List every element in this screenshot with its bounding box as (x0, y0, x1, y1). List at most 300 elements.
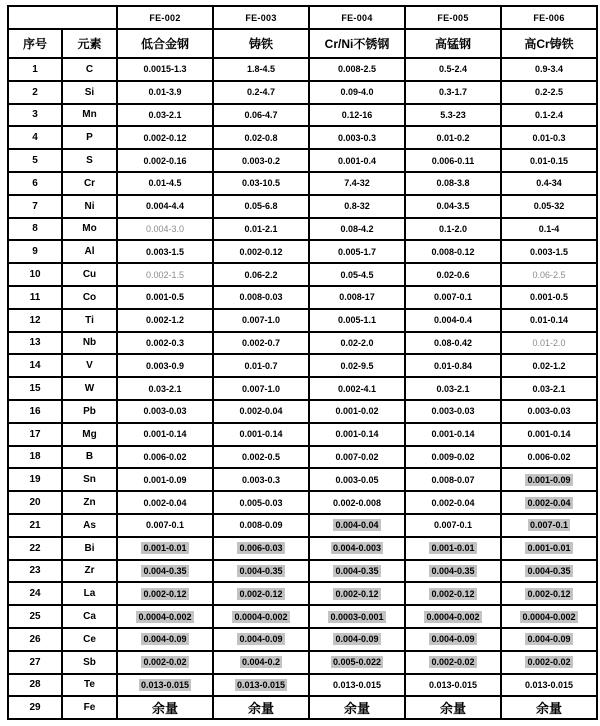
value-cell (405, 400, 501, 423)
row-index-cell: 17 (8, 423, 62, 446)
table-row (8, 104, 597, 127)
value-cell (213, 628, 309, 651)
value-text: 0.001-0.09 (143, 474, 187, 485)
element-column-header: 元素 (62, 29, 117, 58)
value-cell (501, 400, 597, 423)
value-text: 0.04-3.5 (436, 201, 470, 212)
value-text: 余量 (151, 701, 178, 717)
value-cell (501, 514, 597, 537)
value-cell (309, 286, 405, 309)
table-row (8, 309, 597, 332)
value-text: 0.006-0.11 (431, 155, 475, 166)
value-text: 0.001-0.4 (337, 155, 377, 166)
element-symbol-cell: Te (62, 674, 117, 697)
value-text: 0.002-0.04 (143, 497, 187, 508)
value-cell (501, 628, 597, 651)
value-cell (117, 81, 213, 104)
table-row (8, 354, 597, 377)
row-index-cell: 18 (8, 446, 62, 469)
value-cell (117, 446, 213, 469)
material-name-low-alloy-steel: 低合金钢 (117, 29, 213, 58)
row-index-cell: 20 (8, 491, 62, 514)
value-cell (405, 218, 501, 241)
table-row (8, 126, 597, 149)
element-symbol-cell: Ti (62, 309, 117, 332)
highlighted-value-text: 0.002-0.12 (335, 588, 379, 599)
highlighted-value-text: 0.007-0.1 (529, 520, 569, 531)
value-text: 0.006-0.02 (527, 451, 571, 462)
value-cell (309, 81, 405, 104)
highlighted-value-text: 0.002-0.04 (527, 497, 571, 508)
table-header (8, 6, 597, 58)
value-cell (405, 605, 501, 628)
value-cell (309, 446, 405, 469)
value-cell (501, 81, 597, 104)
value-text: 0.005-0.03 (239, 497, 283, 508)
element-symbol-cell: As (62, 514, 117, 537)
element-symbol-cell: Ca (62, 605, 117, 628)
sample-code-fe002: FE-002 (117, 6, 213, 29)
value-cell (213, 263, 309, 286)
highlighted-value-text: 0.013-0.015 (236, 679, 286, 690)
value-text: 0.008-0.07 (431, 474, 475, 485)
value-text: 0.002-1.2 (145, 315, 185, 326)
element-symbol-cell: S (62, 149, 117, 172)
value-cell (309, 674, 405, 697)
table-row (8, 491, 597, 514)
value-text: 0.02-0.8 (244, 132, 278, 143)
balance-cell (213, 696, 309, 719)
value-cell (309, 104, 405, 127)
value-cell (405, 195, 501, 218)
table-row (8, 332, 597, 355)
value-cell (405, 240, 501, 263)
value-cell (501, 240, 597, 263)
value-cell (117, 423, 213, 446)
value-cell (213, 172, 309, 195)
highlighted-value-text: 0.0004-0.002 (138, 611, 192, 622)
row-index-cell: 12 (8, 309, 62, 332)
value-cell (405, 491, 501, 514)
value-cell (309, 468, 405, 491)
value-text: 0.01-0.2 (436, 132, 470, 143)
value-cell (213, 468, 309, 491)
highlighted-value-text: 0.004-0.35 (527, 565, 571, 576)
value-text: 0.0015-1.3 (143, 64, 187, 75)
value-text: 0.002-0.12 (143, 132, 187, 143)
table-row (8, 446, 597, 469)
value-text: 0.001-0.14 (527, 429, 571, 440)
value-text: 0.02-9.5 (340, 360, 374, 371)
highlighted-value-text: 0.005-0.022 (332, 657, 382, 668)
value-cell (501, 491, 597, 514)
value-text: 0.001-0.5 (145, 292, 185, 303)
balance-cell (501, 696, 597, 719)
value-cell (501, 58, 597, 81)
value-text: 余量 (343, 701, 370, 717)
row-index-cell: 29 (8, 696, 62, 719)
value-text: 0.1-4 (538, 223, 560, 234)
value-text: 0.005-1.1 (337, 315, 377, 326)
value-text: 0.007-1.0 (241, 383, 281, 394)
value-text: 余量 (439, 701, 466, 717)
value-cell (405, 309, 501, 332)
value-text: 0.01-0.84 (433, 360, 473, 371)
value-cell (213, 126, 309, 149)
value-cell (309, 172, 405, 195)
value-text: 7.4-32 (344, 178, 370, 189)
highlighted-value-text: 0.004-0.003 (332, 543, 382, 554)
value-text: 0.02-2.0 (340, 337, 374, 348)
value-cell (117, 286, 213, 309)
value-text: 0.003-0.2 (241, 155, 281, 166)
value-cell (117, 674, 213, 697)
value-cell (309, 560, 405, 583)
table-row (8, 400, 597, 423)
balance-cell (405, 696, 501, 719)
row-index-cell: 28 (8, 674, 62, 697)
value-text: 0.2-4.7 (246, 87, 276, 98)
value-text: 0.009-0.02 (431, 451, 475, 462)
value-text: 余量 (535, 701, 562, 717)
value-cell (405, 674, 501, 697)
value-cell (117, 491, 213, 514)
element-symbol-cell: B (62, 446, 117, 469)
value-text: 0.002-0.04 (431, 497, 475, 508)
value-text: 0.002-0.3 (145, 337, 185, 348)
row-index-cell: 3 (8, 104, 62, 127)
value-text: 0.008-0.12 (431, 246, 475, 257)
value-text: 0.003-0.05 (335, 474, 379, 485)
element-symbol-cell: Cr (62, 172, 117, 195)
value-cell (213, 58, 309, 81)
value-text: 0.03-2.1 (532, 383, 566, 394)
value-text: 0.09-4.0 (340, 87, 374, 98)
table-row (8, 605, 597, 628)
highlighted-value-text: 0.001-0.09 (527, 474, 571, 485)
value-text: 0.12-16 (341, 109, 373, 120)
value-text: 0.5-2.4 (438, 64, 468, 75)
value-text: 0.03-2.1 (148, 383, 182, 394)
muted-value-text: 0.06-2.5 (532, 269, 566, 280)
value-text: 0.013-0.015 (524, 679, 574, 690)
sample-code-fe006: FE-006 (501, 6, 597, 29)
highlighted-value-text: 0.004-0.2 (241, 657, 281, 668)
value-text: 0.003-0.9 (145, 360, 185, 371)
element-symbol-cell: W (62, 377, 117, 400)
row-index-cell: 4 (8, 126, 62, 149)
value-text: 0.003-0.03 (431, 406, 475, 417)
element-symbol-cell: Pb (62, 400, 117, 423)
highlighted-value-text: 0.001-0.01 (431, 543, 475, 554)
value-text: 0.002-0.008 (332, 497, 382, 508)
highlighted-value-text: 0.004-0.04 (335, 520, 379, 531)
value-cell (213, 400, 309, 423)
row-index-cell: 7 (8, 195, 62, 218)
value-text: 0.003-1.5 (529, 246, 569, 257)
value-text: 0.01-0.14 (529, 315, 569, 326)
value-text: 0.003-0.3 (337, 132, 377, 143)
value-cell (405, 582, 501, 605)
value-cell (117, 354, 213, 377)
value-cell (501, 263, 597, 286)
value-text: 0.05-6.8 (244, 201, 278, 212)
value-text: 0.02-0.6 (436, 269, 470, 280)
value-cell (501, 446, 597, 469)
value-cell (309, 218, 405, 241)
table-row (8, 651, 597, 674)
element-symbol-cell: Ni (62, 195, 117, 218)
value-cell (117, 149, 213, 172)
material-name-stainless-steel: Cr/Ni不锈钢 (309, 29, 405, 58)
highlighted-value-text: 0.002-0.12 (143, 588, 187, 599)
value-text: 0.001-0.02 (335, 406, 379, 417)
value-text: 0.005-1.7 (337, 246, 377, 257)
material-name-high-cr-cast-iron: 高Cr铸铁 (501, 29, 597, 58)
value-text: 5.3-23 (440, 109, 466, 120)
highlighted-value-text: 0.004-0.09 (431, 634, 475, 645)
table-row (8, 263, 597, 286)
value-cell (213, 81, 309, 104)
value-cell (213, 582, 309, 605)
value-cell (117, 651, 213, 674)
highlighted-value-text: 0.004-0.09 (335, 634, 379, 645)
value-text: 0.4-34 (536, 178, 562, 189)
element-symbol-cell: Al (62, 240, 117, 263)
value-text: 0.003-0.3 (241, 474, 281, 485)
value-cell (309, 126, 405, 149)
muted-value-text: 0.004-3.0 (145, 223, 185, 234)
value-cell (117, 400, 213, 423)
value-cell (213, 309, 309, 332)
highlighted-value-text: 0.0004-0.002 (522, 611, 576, 622)
table-row (8, 582, 597, 605)
value-text: 0.003-1.5 (145, 246, 185, 257)
value-cell (213, 560, 309, 583)
index-column-header: 序号 (8, 29, 62, 58)
table-row (8, 468, 597, 491)
value-cell (117, 537, 213, 560)
table-row (8, 81, 597, 104)
highlighted-value-text: 0.004-0.35 (143, 565, 187, 576)
value-cell (309, 605, 405, 628)
value-cell (501, 423, 597, 446)
row-index-cell: 6 (8, 172, 62, 195)
sample-code-fe004: FE-004 (309, 6, 405, 29)
value-cell (501, 377, 597, 400)
value-text: 0.01-4.5 (148, 178, 182, 189)
value-cell (405, 149, 501, 172)
value-cell (501, 537, 597, 560)
value-text: 0.001-0.14 (239, 429, 283, 440)
value-cell (117, 628, 213, 651)
value-text: 0.004-0.4 (433, 315, 473, 326)
table-row (8, 628, 597, 651)
table-row (8, 537, 597, 560)
highlighted-value-text: 0.0004-0.002 (426, 611, 480, 622)
element-symbol-cell: Zr (62, 560, 117, 583)
row-index-cell: 26 (8, 628, 62, 651)
value-cell (213, 354, 309, 377)
value-cell (405, 172, 501, 195)
value-cell (405, 446, 501, 469)
value-text: 0.02-1.2 (532, 360, 566, 371)
value-text: 0.01-2.1 (244, 223, 278, 234)
value-cell (213, 195, 309, 218)
value-text: 余量 (247, 701, 274, 717)
highlighted-value-text: 0.004-0.35 (431, 565, 475, 576)
material-name-row (8, 29, 597, 58)
sample-code-row (8, 6, 597, 29)
value-text: 0.001-0.14 (143, 429, 187, 440)
value-text: 0.007-0.1 (145, 520, 185, 531)
element-symbol-cell: Ce (62, 628, 117, 651)
value-cell (501, 126, 597, 149)
table-row (8, 172, 597, 195)
muted-value-text: 0.002-1.5 (145, 269, 185, 280)
corner-cell (8, 6, 117, 29)
value-cell (117, 126, 213, 149)
value-text: 0.008-0.09 (239, 520, 283, 531)
value-cell (213, 240, 309, 263)
value-cell (405, 286, 501, 309)
value-text: 0.002-0.16 (143, 155, 187, 166)
value-cell (309, 263, 405, 286)
value-cell (405, 354, 501, 377)
value-cell (309, 377, 405, 400)
value-cell (405, 537, 501, 560)
table-row (8, 514, 597, 537)
value-cell (501, 172, 597, 195)
value-text: 0.06-4.7 (244, 109, 278, 120)
value-text: 0.03-10.5 (241, 178, 281, 189)
row-index-cell: 27 (8, 651, 62, 674)
table-row (8, 218, 597, 241)
row-index-cell: 13 (8, 332, 62, 355)
value-cell (117, 514, 213, 537)
value-text: 0.01-0.15 (529, 155, 569, 166)
value-cell (405, 126, 501, 149)
value-text: 0.06-2.2 (244, 269, 278, 280)
value-cell (213, 446, 309, 469)
value-text: 0.1-2.0 (438, 223, 468, 234)
value-cell (213, 491, 309, 514)
value-text: 0.05-4.5 (340, 269, 374, 280)
row-index-cell: 8 (8, 218, 62, 241)
value-text: 0.01-0.7 (244, 360, 278, 371)
value-cell (309, 537, 405, 560)
value-cell (405, 468, 501, 491)
value-text: 0.05-32 (533, 201, 565, 212)
highlighted-value-text: 0.002-0.02 (143, 657, 187, 668)
value-cell (309, 354, 405, 377)
value-text: 0.006-0.02 (143, 451, 187, 462)
muted-value-text: 0.01-2.0 (532, 337, 566, 348)
row-index-cell: 9 (8, 240, 62, 263)
highlighted-value-text: 0.004-0.09 (239, 634, 283, 645)
value-cell (117, 309, 213, 332)
value-cell (405, 423, 501, 446)
table-body (8, 58, 597, 719)
value-cell (309, 582, 405, 605)
value-text: 0.002-0.12 (239, 246, 283, 257)
value-text: 0.08-4.2 (340, 223, 374, 234)
value-text: 0.004-4.4 (145, 201, 185, 212)
value-cell (117, 240, 213, 263)
value-cell (213, 605, 309, 628)
highlighted-value-text: 0.002-0.12 (239, 588, 283, 599)
value-cell (213, 423, 309, 446)
value-cell (213, 286, 309, 309)
element-symbol-cell: Mg (62, 423, 117, 446)
value-text: 0.007-1.0 (241, 315, 281, 326)
value-cell (501, 582, 597, 605)
value-cell (117, 172, 213, 195)
value-cell (405, 104, 501, 127)
row-index-cell: 25 (8, 605, 62, 628)
value-cell (501, 286, 597, 309)
value-text: 0.3-1.7 (438, 87, 468, 98)
sample-code-fe003: FE-003 (213, 6, 309, 29)
highlighted-value-text: 0.001-0.01 (143, 543, 187, 554)
value-cell (309, 149, 405, 172)
value-cell (213, 218, 309, 241)
value-cell (309, 628, 405, 651)
element-symbol-cell: V (62, 354, 117, 377)
element-symbol-cell: Si (62, 81, 117, 104)
table-row (8, 195, 597, 218)
row-index-cell: 22 (8, 537, 62, 560)
value-cell (405, 332, 501, 355)
value-cell (309, 332, 405, 355)
value-text: 0.2-2.5 (534, 87, 564, 98)
value-text: 0.008-2.5 (337, 64, 377, 75)
table-row (8, 674, 597, 697)
value-text: 0.007-0.02 (335, 451, 379, 462)
row-index-cell: 1 (8, 58, 62, 81)
row-index-cell: 14 (8, 354, 62, 377)
value-cell (309, 491, 405, 514)
value-cell (117, 560, 213, 583)
value-cell (501, 651, 597, 674)
value-cell (501, 309, 597, 332)
value-text: 0.03-2.1 (436, 383, 470, 394)
value-cell (117, 377, 213, 400)
value-cell (213, 149, 309, 172)
value-text: 0.008-0.03 (239, 292, 283, 303)
row-index-cell: 15 (8, 377, 62, 400)
element-symbol-cell: Sn (62, 468, 117, 491)
row-index-cell: 23 (8, 560, 62, 583)
table-row (8, 696, 597, 719)
sample-code-fe005: FE-005 (405, 6, 501, 29)
value-cell (501, 195, 597, 218)
table-row (8, 149, 597, 172)
element-symbol-cell: Sb (62, 651, 117, 674)
highlighted-value-text: 0.004-0.09 (527, 634, 571, 645)
value-cell (309, 309, 405, 332)
value-cell (117, 195, 213, 218)
value-cell (213, 651, 309, 674)
element-symbol-cell: Bi (62, 537, 117, 560)
value-cell (501, 104, 597, 127)
value-cell (405, 58, 501, 81)
value-text: 0.013-0.015 (428, 679, 478, 690)
value-cell (309, 400, 405, 423)
value-cell (117, 605, 213, 628)
highlighted-value-text: 0.002-0.12 (431, 588, 475, 599)
balance-cell (309, 696, 405, 719)
